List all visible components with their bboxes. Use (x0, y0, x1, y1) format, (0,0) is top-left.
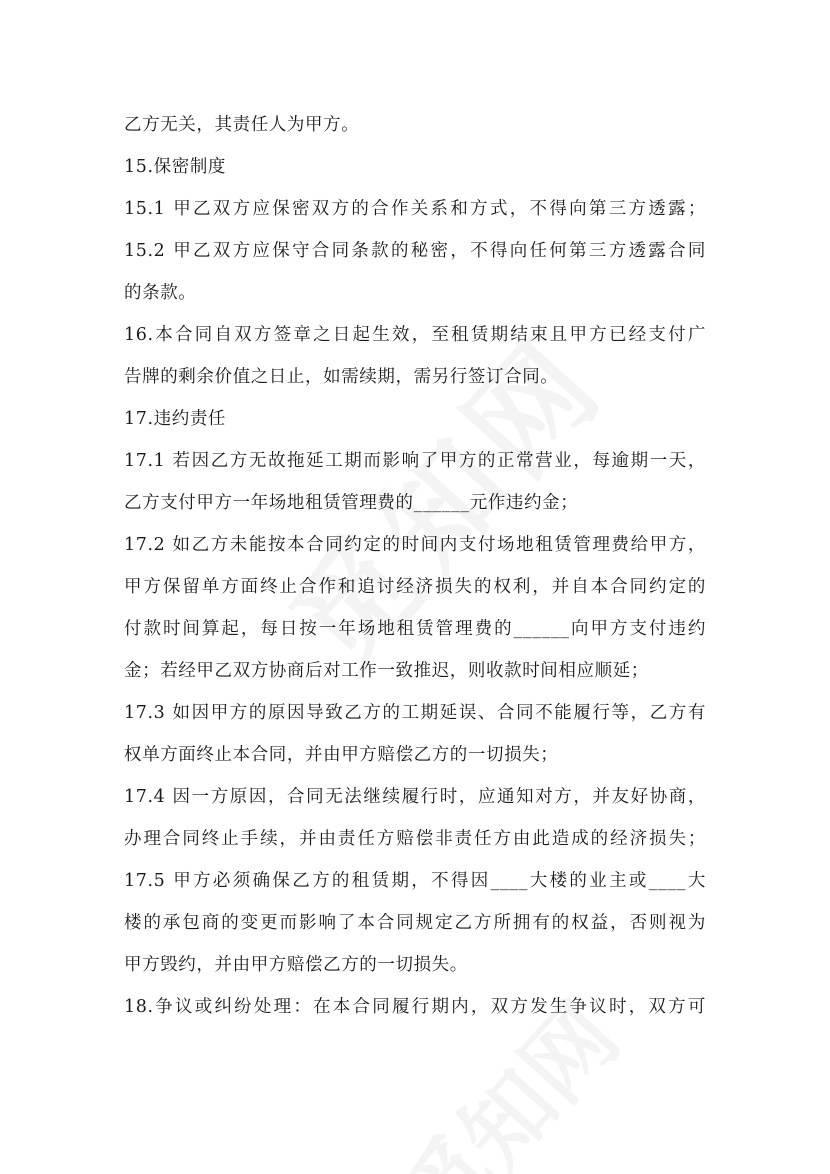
section-heading-liability: 17.违约责任 (124, 409, 227, 429)
text-line: 楼的承包商的变更而影响了本合同规定乙方所拥有的权益，否则视为 (124, 913, 706, 933)
text-line: 乙方无关，其责任人为甲方。 (124, 115, 360, 135)
text-line: 金；若经甲乙双方协商后对工作一致推迟，则收款时间相应顺延； (124, 661, 649, 681)
document-body (124, 104, 706, 1028)
text-line: 告牌的剩余价值之日止，如需续期，需另行签订合同。 (124, 367, 559, 387)
text-line: 17.3 如因甲方的原因导致乙方的工期延误、合同不能履行等，乙方有 (124, 703, 706, 723)
text-line: 17.4 因一方原因，合同无法继续履行时，应通知对方，并友好协商， (124, 787, 706, 807)
section-heading-dispute: 18.争议或纠纷处理：在本合同履行期内，双方发生争议时，双方可 (124, 997, 706, 1017)
text-line: 16.本合同自双方签章之日起生效，至租赁期结束且甲方已经支付广 (124, 325, 706, 345)
section-heading-confidentiality: 15.保密制度 (124, 157, 227, 177)
text-line: 17.2 如乙方未能按本合同约定的时间内支付场地租赁管理费给甲方， (124, 535, 706, 555)
text-line: 15.1 甲乙双方应保密双方的合作关系和方式，不得向第三方透露； (124, 199, 706, 219)
text-line: 17.5 甲方必须确保乙方的租赁期，不得因____大楼的业主或____大 (124, 871, 706, 891)
text-line: 15.2 甲乙双方应保守合同条款的秘密，不得向任何第三方透露合同 (124, 241, 706, 261)
text-line: 权单方面终止本合同，并由甲方赔偿乙方的一切损失； (124, 745, 559, 765)
text-line: 17.1 若因乙方无故拖延工期而影响了甲方的正常营业，每逾期一天， (124, 451, 706, 471)
text-line: 甲方保留单方面终止合作和追讨经济损失的权利，并自本合同约定的 (124, 577, 706, 597)
text-line: 办理合同终止手续，并由责任方赔偿非责任方由此造成的经济损失； (124, 829, 706, 849)
text-line: 付款时间算起，每日按一年场地租赁管理费的______向甲方支付违约 (124, 619, 706, 639)
text-line: 乙方支付甲方一年场地租赁管理费的______元作违约金； (124, 493, 579, 513)
text-line: 的条款。 (124, 283, 197, 303)
text-line: 甲方毁约，并由甲方赔偿乙方的一切损失。 (124, 955, 468, 975)
